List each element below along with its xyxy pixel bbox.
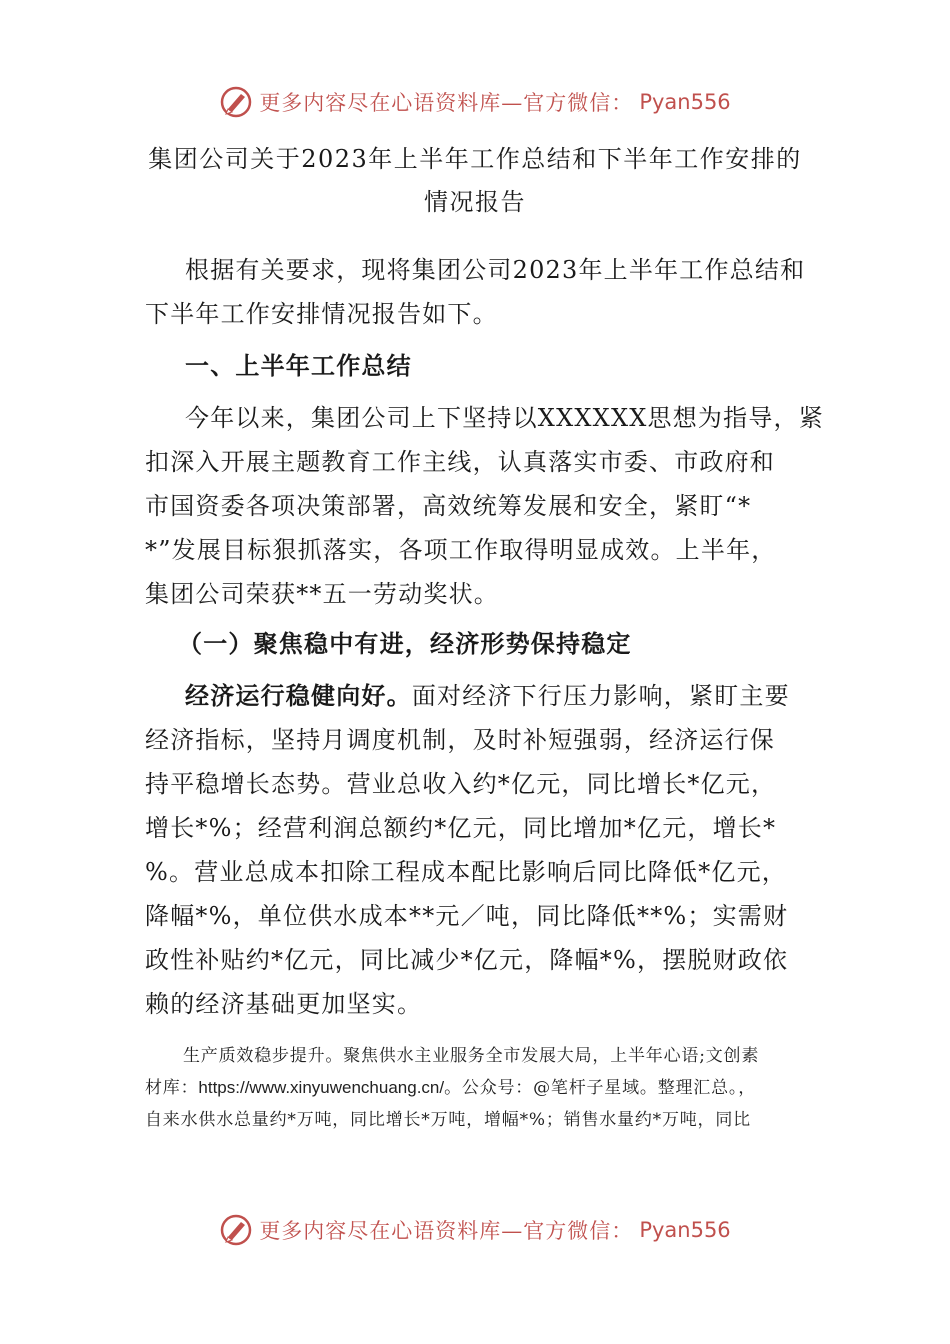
document-title-line-1: 集团公司关于2023年上半年工作总结和下半年工作安排的 xyxy=(148,145,802,173)
paragraph-2-line-1 xyxy=(185,674,790,718)
banner-wechat-id: Pyan556 xyxy=(639,1218,731,1242)
paragraph-1-line-1: 今年以来，集团公司上下坚持以XXXXXX思想为指导，紧 xyxy=(185,404,824,432)
intro-line-1: 根据有关要求，现将集团公司2023年上半年工作总结和 xyxy=(185,256,806,284)
paragraph-2-line-4: 增长*%；经营利润总额约*亿元，同比增加*亿元，增长* xyxy=(145,814,777,842)
footer-watermark-banner xyxy=(0,1210,950,1250)
banner-text: 更多内容尽在心语资料库—官方微信： xyxy=(259,91,634,115)
paragraph-2-lead: 经济运行稳健向好。 xyxy=(185,682,412,710)
banner-text: 更多内容尽在心语资料库—官方微信： xyxy=(259,1219,634,1243)
small-paragraph-line-2 xyxy=(145,1072,756,1104)
small-line-2-prefix: 材库： xyxy=(145,1078,199,1098)
header-watermark-banner xyxy=(0,82,950,122)
paragraph-2-line-8: 赖的经济基础更加坚实。 xyxy=(145,990,423,1018)
paragraph-2-line-2: 经济指标，坚持月调度机制，及时补短强弱，经济运行保 xyxy=(145,726,775,754)
paragraph-2-line-6: 降幅*%，单位供水成本**元／吨，同比降低**%；实需财 xyxy=(145,902,789,930)
paragraph-1-line-4: *”发展目标狠抓落实，各项工作取得明显成效。上半年， xyxy=(145,536,777,564)
small-paragraph-line-3: 自来水供水总量约*万吨，同比增长*万吨，增幅*%；销售水量约*万吨，同比 xyxy=(145,1110,751,1130)
paragraph-2-line-3: 持平稳增长态势。营业总收入约*亿元，同比增长*亿元， xyxy=(145,770,777,798)
paragraph-1-line-2: 扣深入开展主题教育工作主线，认真落实市委、市政府和 xyxy=(145,448,775,476)
subsection-heading: （一）聚焦稳中有进，经济形势保持稳定 xyxy=(178,630,632,658)
small-paragraph-line-1: 生产质效稳步提升。聚焦供水主业服务全市发展大局，上半年心语;文创素 xyxy=(183,1046,760,1066)
paragraph-2-first-text: 面对经济下行压力影响，紧盯主要 xyxy=(411,682,790,710)
source-url-link[interactable]: https://www.xinyuwenchuang.cn/ xyxy=(198,1078,445,1097)
pen-logo-icon xyxy=(219,85,253,119)
paragraph-2-line-5: %。营业总成本扣除工程成本配比影响后同比降低*亿元， xyxy=(145,858,788,886)
paragraph-1-line-3: 市国资委各项决策部署，高效统筹发展和安全，紧盯“* xyxy=(145,492,752,520)
section-heading: 一、上半年工作总结 xyxy=(185,352,412,380)
banner-wechat-id: Pyan556 xyxy=(639,90,731,114)
intro-line-2: 下半年工作安排情况报告如下。 xyxy=(145,300,498,328)
paragraph-1-line-5: 集团公司荣获**五一劳动奖状。 xyxy=(145,580,499,608)
document-title-line-2: 情况报告 xyxy=(424,188,526,216)
small-line-2-suffix: 。公众号：@笔杆子星域。整理汇总。， xyxy=(444,1078,756,1098)
pen-logo-icon xyxy=(219,1213,253,1247)
paragraph-2-line-7: 政性补贴约*亿元，同比减少*亿元，降幅*%，摆脱财政依 xyxy=(145,946,789,974)
